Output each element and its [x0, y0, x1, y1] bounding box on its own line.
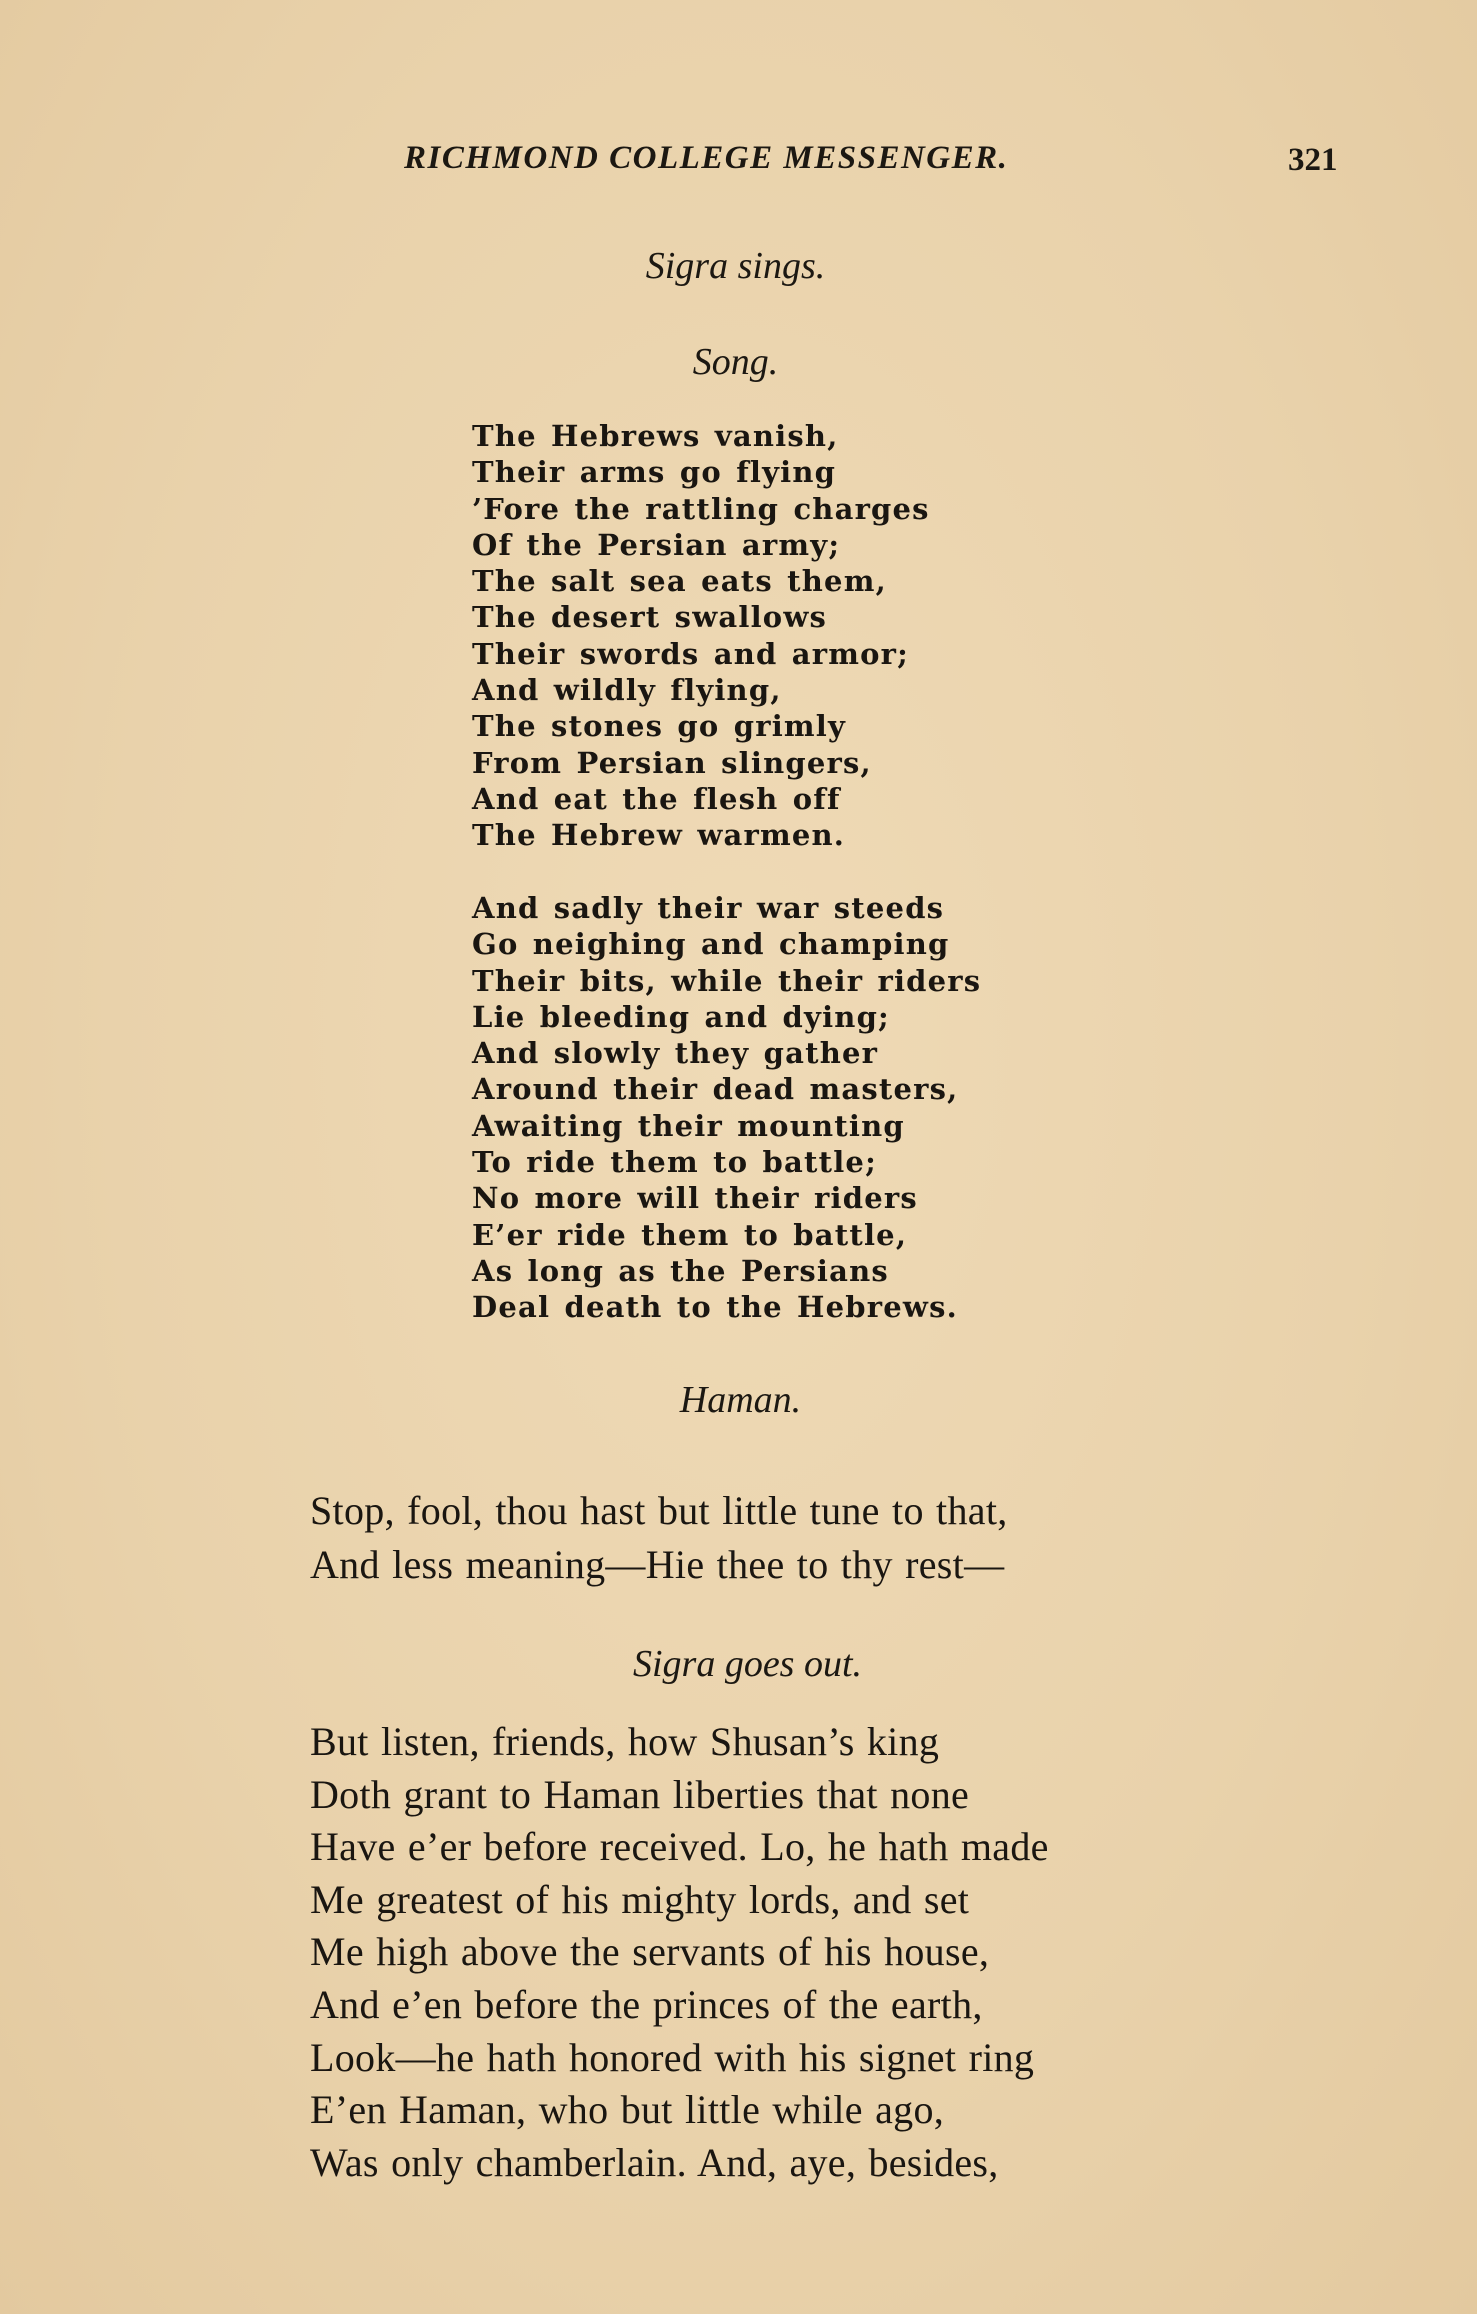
song-line: Their arms go flying: [472, 455, 837, 490]
song-line: The desert swallows: [472, 600, 828, 635]
verse-line: Look—he hath honored with his signet ring: [310, 2034, 1035, 2080]
journal-title: RICHMOND COLLEGE MESSENGER.: [404, 140, 1009, 176]
haman-speech-1: [310, 1484, 1008, 1592]
verse-line: And less meaning—Hie thee to thy rest—: [310, 1542, 1005, 1587]
stage-direction-sigra-goes-out: Sigra goes out.: [632, 1643, 863, 1685]
song-line: And sadly their war steeds: [472, 891, 945, 925]
song-line: Their swords and armor;: [472, 636, 910, 671]
song-line: Around their dead masters,: [472, 1072, 959, 1107]
song-line: And eat the flesh off: [472, 781, 841, 816]
haman-speech-2: [310, 1716, 1049, 2189]
song-line: E’er ride them to battle,: [472, 1217, 908, 1252]
song-line: As long as the Persians: [472, 1253, 889, 1288]
song-line: Go neighing and champing: [472, 927, 950, 962]
verse-line: Doth grant to Haman liberties that none: [310, 1771, 970, 1817]
song-line: Deal death to the Hebrews.: [472, 1290, 958, 1325]
song-line: Awaiting their mounting: [472, 1108, 905, 1143]
verse-line: Me greatest of his mighty lords, and set: [310, 1876, 970, 1922]
page-number: 321: [1288, 142, 1338, 178]
song-line: The Hebrews vanish,: [472, 419, 839, 453]
song-line: The salt sea eats them,: [472, 564, 887, 599]
song-line: The Hebrew warmen.: [472, 818, 846, 853]
verse-line: Me high above the servants of his house,: [310, 1929, 990, 1975]
song-stanza-2: [472, 890, 981, 1326]
song-line: The stones go grimly: [472, 709, 847, 744]
song-heading: Song.: [692, 341, 779, 383]
verse-line: Was only chamberlain. And, aye, besides,: [310, 2139, 999, 2185]
verse-line: Have e’er before received. Lo, he hath made: [310, 1824, 1049, 1870]
song-line: Their bits, while their riders: [472, 963, 982, 998]
stage-direction-sigra-sings: Sigra sings.: [645, 245, 826, 287]
verse-line: And e’en before the princes of the earth,: [310, 1981, 983, 2027]
song-line: Of the Persian army;: [472, 527, 841, 562]
song-line: And slowly they gather: [472, 1036, 879, 1071]
speaker-name-haman: Haman.: [679, 1379, 802, 1421]
verse-line: E’en Haman, who but little while ago,: [310, 2087, 945, 2133]
song-line: No more will their riders: [472, 1181, 918, 1216]
song-stanza-1: [472, 418, 930, 854]
running-head: [0, 140, 1477, 190]
song-line: From Persian slingers,: [472, 745, 872, 780]
verse-line: Stop, fool, thou hast but little tune to that,: [310, 1488, 1008, 1533]
song-line: And wildly flying,: [472, 673, 782, 708]
song-line: ’Fore the rattling charges: [472, 491, 930, 526]
song-line: Lie bleeding and dying;: [472, 999, 890, 1034]
song-line: To ride them to battle;: [472, 1145, 877, 1180]
verse-line: But listen, friends, how Shusan’s king: [310, 1719, 940, 1764]
